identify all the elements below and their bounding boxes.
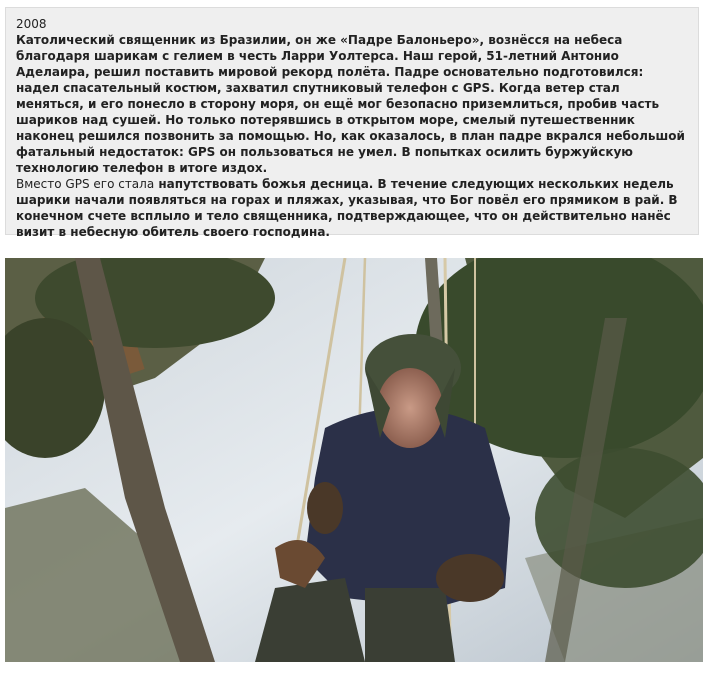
caption-year: 2008 bbox=[16, 17, 47, 31]
caption-bold-text: Католический священник из Бразилии, он же «Падре Балоньеро», вознёсся на небеса благодаря шарикам с гелием в честь Ларри Уолтерса. Наш герой, 51-летний Антонио Аделаира, решил поставить мировой рекорд полёта. Падре основательно подготовился: надел спасательный костюм, захватил спутниковый телефон с GPS. Когда ветер стал меняться, и его понесло в сторону моря, он ещё мог безопасно приземлиться, пробив часть шариков над сушей. Но только потерявшись в открытом море, смелый путешественник наконец решился позвонить за помощью. Но, как оказалось, в план падре вкрался небольшой фатальный недостаток: GPS он пользоваться не умел. В попытках осилить буржуйскую технологию телефон в итоге издох. bbox=[16, 33, 685, 175]
caption-paragraph bbox=[16, 32, 688, 240]
caption-box bbox=[5, 7, 699, 239]
caption-normal-text: Вместо GPS его стала bbox=[16, 177, 155, 191]
caption-bold-text-2: напутствовать божья десница. В течение следующих нескольких недель шарики начали появляться на горах и пляжах, указывая, что Бог повёл его прямиком в рай. В конечном счете всплыло и тело священника, подтверждающее, что он действительно нанёс визит в небесную обитель своего господина. bbox=[16, 177, 678, 239]
film-still-photo bbox=[5, 258, 703, 662]
